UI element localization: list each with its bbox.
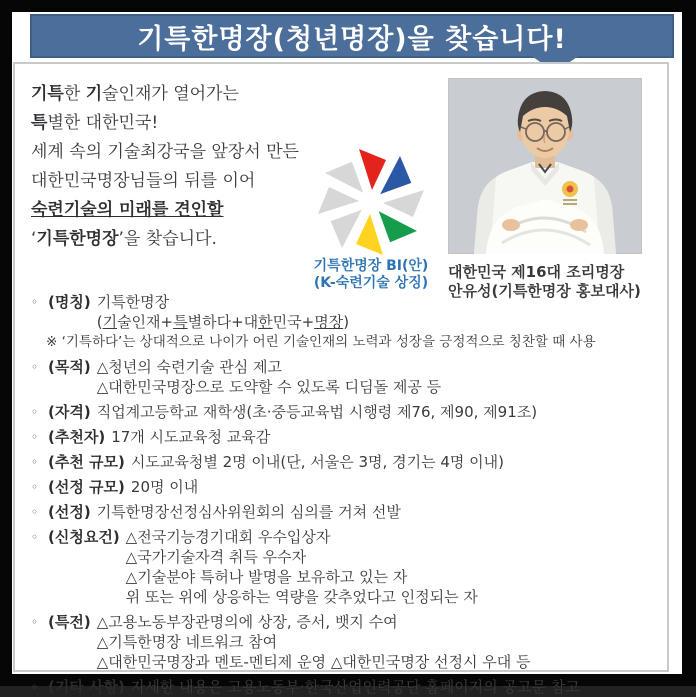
intro-text-segment: 기특한명장 bbox=[36, 229, 119, 249]
item-line bbox=[97, 402, 661, 422]
item-text-segment: △고용노동부장관명의에 상장, 증서, 뱃지 수여 bbox=[96, 613, 398, 631]
item-line bbox=[97, 612, 661, 632]
list-item-row bbox=[31, 427, 661, 447]
item-text-segment: 민국+ bbox=[272, 313, 315, 331]
item-text-segment: 기특한명장선정심사위원회의 심의를 거쳐 선발 bbox=[96, 503, 401, 521]
intro-text-segment: ‘ bbox=[31, 229, 37, 249]
item-line bbox=[126, 567, 661, 587]
item-text-segment: 별하다+대 bbox=[187, 313, 259, 331]
bullet-icon: ◦ bbox=[31, 615, 39, 629]
item-line bbox=[111, 427, 661, 447]
item-label: (추천 규모) bbox=[48, 453, 125, 471]
intro-text-segment: 한 bbox=[63, 84, 86, 104]
item-text-segment: 술인재+ bbox=[117, 313, 174, 331]
item-text-segment: 특 bbox=[173, 313, 188, 331]
item-text-segment: 위 또는 위에 상응하는 역량을 갖추었다고 인정되는 자 bbox=[125, 588, 478, 606]
item-text-segment: △전국기능경기대회 우수입상자 bbox=[125, 528, 331, 546]
item-line bbox=[126, 527, 661, 547]
item-line bbox=[97, 292, 661, 312]
bullet-icon: ◦ bbox=[31, 530, 39, 544]
bullet-icon: ◦ bbox=[31, 360, 39, 374]
list-item-row bbox=[31, 402, 661, 422]
intro-line bbox=[31, 225, 299, 254]
logo-blade-red bbox=[359, 149, 386, 190]
logo-blade-gray bbox=[318, 187, 359, 214]
intro-text-segment: 기특 bbox=[31, 84, 64, 104]
item-label: (선정) bbox=[48, 503, 91, 521]
bi-logo-block bbox=[298, 144, 444, 292]
logo-blade-yellow bbox=[356, 214, 383, 255]
info-list bbox=[31, 292, 661, 697]
intro-line bbox=[31, 80, 299, 109]
item-text-segment: △기특한명장 네트워크 참여 bbox=[96, 633, 278, 651]
item-line bbox=[97, 312, 661, 332]
intro-line bbox=[31, 196, 299, 225]
intro-line bbox=[31, 109, 299, 138]
item-label: (신청요건) bbox=[48, 528, 120, 546]
item-line bbox=[131, 477, 661, 497]
item-lines bbox=[126, 527, 661, 607]
item-text-segment: △대한민국명장과 멘토-멘티제 운영 △대한민국명장 선정시 우대 등 bbox=[96, 653, 531, 671]
photo-caption-line1: 대한민국 제16대 조리명장 bbox=[448, 263, 625, 281]
item-lines bbox=[97, 292, 661, 332]
item-lines bbox=[97, 612, 661, 672]
bullet-icon: ◦ bbox=[31, 405, 39, 419]
list-item bbox=[31, 477, 661, 497]
item-text-segment: 한 bbox=[258, 313, 273, 331]
list-item-row bbox=[31, 292, 661, 332]
photo-caption-line2: 안유성(기특한명장 홍보대사) bbox=[448, 282, 641, 300]
list-item bbox=[31, 402, 661, 422]
list-item-row bbox=[31, 502, 661, 522]
intro-text-segment: 술인재가 열어가는 bbox=[102, 84, 239, 104]
bullet-icon: ◦ bbox=[31, 505, 39, 519]
item-label: (목적) bbox=[48, 358, 91, 376]
intro-text-segment: 특 bbox=[31, 113, 48, 133]
item-line bbox=[97, 652, 661, 672]
list-item bbox=[31, 502, 661, 522]
header-banner bbox=[30, 14, 674, 58]
list-item-row bbox=[31, 357, 661, 397]
item-label: (선정 규모) bbox=[48, 478, 125, 496]
list-item-row bbox=[31, 527, 661, 607]
list-item bbox=[31, 427, 661, 447]
item-label: (명칭) bbox=[48, 293, 91, 311]
list-item bbox=[31, 292, 661, 352]
chef-portrait-photo bbox=[448, 78, 642, 254]
bullet-icon: ◦ bbox=[31, 295, 39, 309]
item-line bbox=[97, 502, 661, 522]
content-panel bbox=[13, 62, 669, 696]
item-line bbox=[126, 547, 661, 567]
logo-blade-gray bbox=[383, 190, 424, 217]
item-text-segment: 시도교육청별 2명 이내(단, 서울은 3명, 경기는 4명 이내) bbox=[130, 453, 504, 471]
item-text-segment: △기술분야 특허나 발명을 보유하고 있는 자 bbox=[125, 568, 408, 586]
item-text-segment: 명장 bbox=[314, 313, 344, 331]
item-text-segment: ) bbox=[343, 313, 350, 331]
item-line bbox=[131, 677, 661, 697]
item-line bbox=[131, 452, 661, 472]
ambassador-photo-block bbox=[448, 78, 642, 301]
logo-caption-line1: 기특한명장 BI(안) bbox=[313, 258, 429, 274]
list-item bbox=[31, 452, 661, 472]
item-label: (기타 사항) bbox=[48, 678, 125, 696]
item-text-segment: △청년의 숙련기술 관심 제고 bbox=[96, 358, 282, 376]
bullet-icon: ◦ bbox=[31, 680, 39, 694]
item-lines bbox=[111, 427, 661, 447]
poster-page bbox=[12, 12, 682, 696]
intro-text-segment: 대한민국명장님들의 뒤를 이어 bbox=[31, 171, 256, 191]
intro-text-segment: ’을 찾습니다. bbox=[118, 229, 217, 249]
intro-text-segment: 기 bbox=[85, 84, 103, 104]
item-line bbox=[97, 377, 661, 397]
item-line bbox=[97, 632, 661, 652]
bullet-icon: ◦ bbox=[31, 430, 39, 444]
item-text-segment: 자세한 내용은 고용노동부·한국산업인력공단 홈페이지의 공고문 참고 bbox=[130, 678, 580, 696]
item-lines bbox=[131, 677, 661, 697]
item-text-segment: 직업계고등학교 재학생(초·중등교육법 시행령 제76, 제90, 제91조) bbox=[96, 403, 538, 421]
item-line bbox=[97, 357, 661, 377]
list-item bbox=[31, 612, 661, 672]
item-line bbox=[126, 587, 661, 607]
list-item-row bbox=[31, 612, 661, 672]
list-item-row bbox=[31, 477, 661, 497]
page-title: 기특한명장(청년명장)을 찾습니다! bbox=[137, 23, 567, 55]
item-text-segment: 17개 시도교육청 교육감 bbox=[111, 428, 271, 446]
intro-line bbox=[31, 138, 299, 167]
item-lines bbox=[131, 452, 661, 472]
item-text-segment: 기특한명장 bbox=[96, 293, 170, 311]
item-label: (추천자) bbox=[48, 428, 106, 446]
item-text-segment: △대한민국명장으로 도약할 수 있도록 디딤돌 제공 등 bbox=[96, 378, 442, 396]
list-item bbox=[31, 677, 661, 697]
bullet-icon: ◦ bbox=[31, 455, 39, 469]
list-item-row bbox=[31, 452, 661, 472]
bullet-icon: ◦ bbox=[31, 480, 39, 494]
item-lines bbox=[97, 502, 661, 522]
item-text-segment: ( bbox=[96, 313, 103, 331]
pinwheel-logo-icon bbox=[308, 144, 434, 256]
item-text-segment: △국가기술자격 취득 우수자 bbox=[125, 548, 307, 566]
intro-text bbox=[31, 80, 299, 254]
intro-text-segment: 별한 대한민국! bbox=[47, 113, 159, 133]
item-footnote: ※ ‘기특하다’는 상대적으로 나이가 어린 기술인재의 노력과 성장을 긍정적으로 칭찬할 때 사용 bbox=[46, 334, 596, 350]
item-label: (자격) bbox=[48, 403, 91, 421]
item-lines bbox=[97, 357, 661, 397]
intro-text-segment: 숙련기술의 미래를 견인할 bbox=[31, 200, 224, 220]
item-text-segment: 20명 이내 bbox=[130, 478, 199, 496]
item-label: (특전) bbox=[48, 613, 91, 631]
logo-caption bbox=[298, 258, 444, 292]
list-item-row bbox=[31, 677, 661, 697]
logo-caption-line2: (K-숙련기술 상징) bbox=[313, 275, 429, 291]
item-text-segment: 기 bbox=[102, 313, 118, 331]
item-lines bbox=[97, 402, 661, 422]
intro-text-segment: 세계 속의 기술최강국을 앞장서 만든 bbox=[31, 142, 299, 162]
list-item bbox=[31, 357, 661, 397]
list-item bbox=[31, 527, 661, 607]
item-lines bbox=[131, 477, 661, 497]
intro-line bbox=[31, 167, 299, 196]
